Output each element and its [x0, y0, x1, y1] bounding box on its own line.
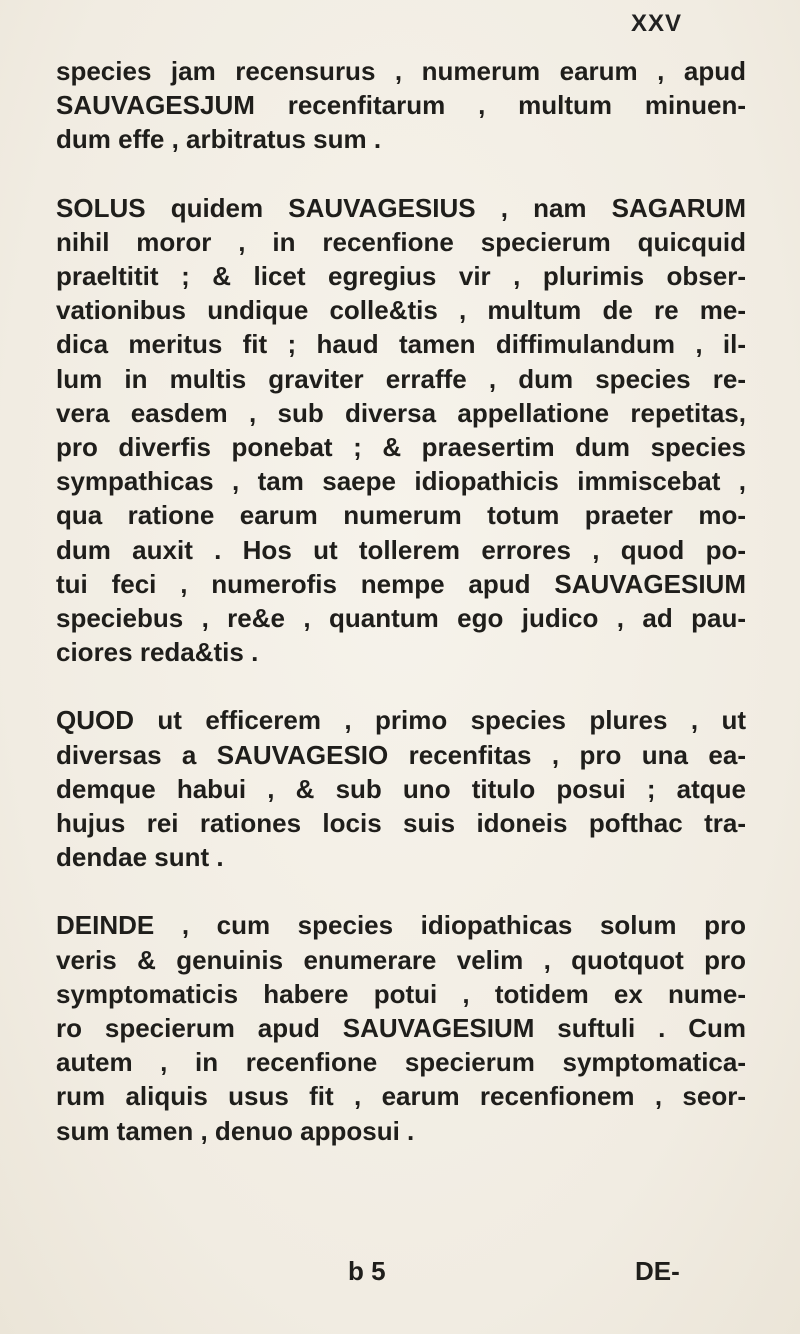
paragraph-2	[56, 191, 746, 670]
text-line: praeltitit ; & licet egregius vir , plurimis obser-	[56, 261, 746, 292]
text-line: autem , in recenfione specierum symptomatica-	[56, 1047, 746, 1078]
body-text	[56, 54, 746, 1148]
text-line: sympathicas , tam saepe idiopathicis immiscebat ,	[56, 466, 746, 497]
text-line: dendae sunt .	[56, 842, 224, 873]
text-line: symptomaticis habere potui , totidem ex nume-	[56, 978, 746, 1009]
text-line: QUOD ut efficerem , primo species plures , ut	[56, 705, 746, 736]
text-line: SAUVAGESJUM recenfitarum , multum minuen-	[56, 90, 746, 121]
text-line: rum aliquis usus fit , earum recenfionem , seor-	[56, 1081, 746, 1112]
text-line: lum in multis graviter erraffe , dum species re-	[56, 363, 746, 394]
catchword: DE-	[635, 1256, 680, 1286]
text-line: dica meritus fit ; haud tamen diffimulandum , il-	[56, 329, 746, 360]
paragraph-3	[56, 703, 746, 874]
text-line: demque habui , & sub uno titulo posui ; atque	[56, 773, 746, 804]
text-line: pro diverfis ponebat ; & praesertim dum species	[56, 432, 746, 463]
text-line: DEINDE , cum species idiopathicas solum pro	[56, 910, 746, 941]
paragraph-4	[56, 908, 746, 1147]
text-line: qua ratione earum numerum totum praeter mo-	[56, 500, 746, 531]
text-line: diversas a SAUVAGESIO recenfitas , pro una ea-	[56, 739, 746, 770]
text-line: dum effe , arbitratus sum .	[56, 124, 382, 155]
text-line: veris & genuinis enumerare velim , quotquot pro	[56, 944, 746, 975]
text-line: ciores reda&tis .	[56, 637, 259, 668]
signature-mark: b 5	[348, 1256, 386, 1286]
text-line: ro specierum apud SAUVAGESIUM suftuli . Cum	[56, 1013, 746, 1044]
text-line: speciebus , re&e , quantum ego judico , ad pau-	[56, 603, 746, 634]
text-line: nihil moror , in recenfione specierum quicquid	[56, 226, 746, 257]
text-line: sum tamen , denuo apposui .	[56, 1115, 415, 1146]
text-line: species jam recensurus , numerum earum , apud	[56, 56, 746, 86]
text-line: tui feci , numerofis nempe apud SAUVAGESIUM	[56, 568, 746, 599]
text-line: vationibus undique colle&tis , multum de re me-	[56, 295, 746, 326]
text-line: hujus rei rationes locis suis idoneis pofthac tra-	[56, 808, 746, 839]
text-line: dum auxit . Hos ut tollerem errores , quod po-	[56, 534, 746, 565]
text-line: vera easdem , sub diversa appellatione repetitas,	[56, 397, 746, 428]
text-line: SOLUS quidem SAUVAGESIUS , nam SAGARUM	[56, 192, 746, 223]
page-footer	[0, 1256, 800, 1296]
paragraph-1	[56, 54, 746, 157]
page-number: XXV	[630, 10, 682, 37]
